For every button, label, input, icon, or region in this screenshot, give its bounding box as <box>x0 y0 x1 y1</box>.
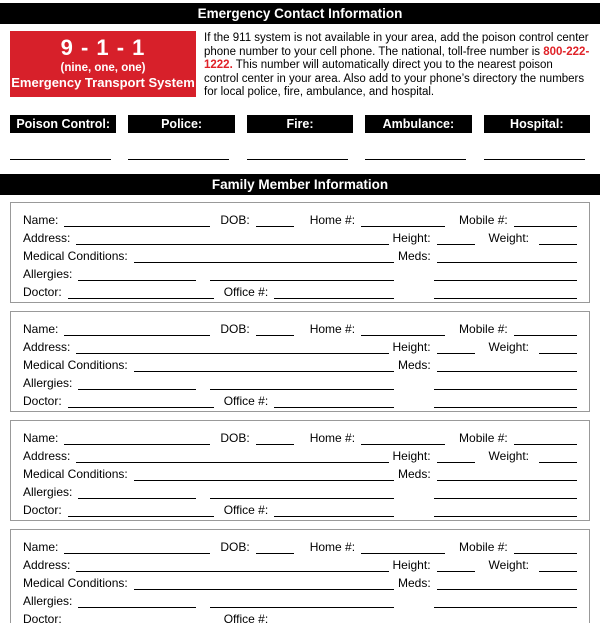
home-phone-label: Home #: <box>309 430 356 445</box>
allergies-row <box>23 263 577 281</box>
doctor-label: Doctor: <box>23 611 62 623</box>
name-label: Name: <box>23 539 59 554</box>
office-phone-blank-line <box>274 505 394 517</box>
meds-continuation-blank-line <box>434 596 577 608</box>
address-label: Address: <box>23 230 71 245</box>
address-blank-line <box>76 342 388 354</box>
allergies-row <box>23 481 577 499</box>
meds-continuation-blank-line-2 <box>434 287 577 299</box>
office-phone-label: Office #: <box>223 284 269 299</box>
height-label: Height: <box>392 230 431 245</box>
family-member-block <box>10 311 590 412</box>
height-label: Height: <box>392 557 431 572</box>
height-blank-line <box>437 233 475 245</box>
medical-conditions-row <box>23 245 577 263</box>
address-row <box>23 227 577 245</box>
medical-conditions-blank-line <box>134 578 394 590</box>
doctor-row <box>23 281 577 299</box>
weight-blank-line <box>539 451 577 463</box>
family-member-block <box>10 420 590 521</box>
home-phone-label: Home #: <box>309 539 356 554</box>
family-member-block <box>10 202 590 303</box>
mobile-phone-label: Mobile #: <box>459 212 508 227</box>
contact-blank-line <box>128 159 229 160</box>
allergies-label: Allergies: <box>23 266 73 281</box>
medical-conditions-row <box>23 354 577 372</box>
dob-blank-line <box>256 542 294 554</box>
name-label: Name: <box>23 430 59 445</box>
mobile-phone-blank-line <box>514 215 577 227</box>
medical-conditions-blank-line <box>134 251 394 263</box>
contact-blank-line <box>247 159 348 160</box>
contact-label-bar: Poison Control: <box>10 115 116 133</box>
meds-blank-line <box>437 251 577 263</box>
allergies-blank-line <box>78 596 196 608</box>
doctor-label: Doctor: <box>23 502 62 517</box>
family-section-bar <box>0 174 600 195</box>
allergies-label: Allergies: <box>23 375 73 390</box>
dob-blank-line <box>256 215 294 227</box>
name-blank-line <box>64 433 210 445</box>
name-blank-line <box>64 542 210 554</box>
home-phone-blank-line <box>361 433 445 445</box>
meds-blank-line <box>437 578 577 590</box>
mobile-phone-label: Mobile #: <box>459 321 508 336</box>
emergency-transport-caption: Emergency Transport System <box>11 74 195 90</box>
doctor-blank-line <box>68 614 214 623</box>
911-phonetic: (nine, one, one) <box>60 62 146 75</box>
medical-conditions-row <box>23 572 577 590</box>
home-phone-label: Home #: <box>309 212 356 227</box>
doctor-blank-line <box>68 287 214 299</box>
contact-label-bar: Ambulance: <box>365 115 471 133</box>
mobile-phone-blank-line <box>514 542 577 554</box>
dob-blank-line <box>256 324 294 336</box>
weight-blank-line <box>539 233 577 245</box>
address-blank-line <box>76 233 388 245</box>
office-phone-label: Office #: <box>223 611 269 623</box>
office-phone-label: Office #: <box>223 502 269 517</box>
allergies-row <box>23 372 577 390</box>
office-phone-blank-line <box>274 614 394 623</box>
family-section-title: Family Member Information <box>211 176 389 192</box>
meds-continuation-blank-line <box>434 269 577 281</box>
mobile-phone-blank-line <box>514 324 577 336</box>
dob-label: DOB: <box>220 321 250 336</box>
meds-blank-line <box>437 469 577 481</box>
height-label: Height: <box>392 448 431 463</box>
weight-label: Weight: <box>488 230 529 245</box>
page-title-bar <box>0 3 600 24</box>
address-blank-line <box>76 451 388 463</box>
doctor-blank-line <box>68 396 214 408</box>
name-row <box>23 209 577 227</box>
meds-continuation-blank-line-2 <box>434 505 577 517</box>
address-label: Address: <box>23 448 71 463</box>
instructions-text-before: If the 911 system is not available in your area, add the poison control center phone number to your cell phone. The national, toll-free number is <box>204 32 589 58</box>
home-phone-label: Home #: <box>309 321 356 336</box>
address-blank-line <box>76 560 388 572</box>
weight-label: Weight: <box>488 339 529 354</box>
911-number: 9 - 1 - 1 <box>60 35 146 61</box>
allergies-blank-line <box>78 378 196 390</box>
top-section <box>10 31 590 100</box>
contact-label-bar: Hospital: <box>484 115 590 133</box>
meds-continuation-blank-line <box>434 378 577 390</box>
address-label: Address: <box>23 339 71 354</box>
meds-continuation-blank-line-2 <box>434 396 577 408</box>
weight-blank-line <box>539 560 577 572</box>
instructions-text-after: This number will automatically direct you to the nearest poison control center in your area. Also add to your phone’s directory the numbers for local police, fire, ambulance, and hospital. <box>204 59 585 98</box>
meds-label: Meds: <box>398 248 431 263</box>
medical-conditions-label: Medical Conditions: <box>23 248 128 263</box>
height-blank-line <box>437 451 475 463</box>
contact-label-bar: Fire: <box>247 115 353 133</box>
contact-label-bar: Police: <box>128 115 234 133</box>
address-label: Address: <box>23 557 71 572</box>
allergies-blank-line-2 <box>210 269 394 281</box>
address-row <box>23 554 577 572</box>
address-row <box>23 445 577 463</box>
dob-blank-line <box>256 433 294 445</box>
contact-blank-line <box>10 159 111 160</box>
allergies-blank-line-2 <box>210 378 394 390</box>
mobile-phone-label: Mobile #: <box>459 539 508 554</box>
emergency-contacts-blank-row <box>10 159 590 160</box>
name-row <box>23 536 577 554</box>
allergies-blank-line <box>78 269 196 281</box>
doctor-row <box>23 499 577 517</box>
dob-label: DOB: <box>220 430 250 445</box>
allergies-blank-line <box>78 487 196 499</box>
name-row <box>23 318 577 336</box>
address-row <box>23 336 577 354</box>
family-member-block <box>10 529 590 623</box>
mobile-phone-blank-line <box>514 433 577 445</box>
medical-conditions-label: Medical Conditions: <box>23 466 128 481</box>
doctor-row <box>23 608 577 623</box>
allergies-label: Allergies: <box>23 593 73 608</box>
dob-label: DOB: <box>220 539 250 554</box>
name-row <box>23 427 577 445</box>
doctor-label: Doctor: <box>23 393 62 408</box>
medical-conditions-row <box>23 463 577 481</box>
office-phone-blank-line <box>274 396 394 408</box>
instructions-paragraph <box>204 31 590 100</box>
medical-conditions-label: Medical Conditions: <box>23 357 128 372</box>
height-label: Height: <box>392 339 431 354</box>
page-title: Emergency Contact Information <box>197 6 403 21</box>
meds-label: Meds: <box>398 466 431 481</box>
family-member-list <box>0 202 600 623</box>
allergies-row <box>23 590 577 608</box>
emergency-contacts-label-row <box>10 115 590 133</box>
office-phone-label: Office #: <box>223 393 269 408</box>
meds-blank-line <box>437 360 577 372</box>
height-blank-line <box>437 560 475 572</box>
medical-conditions-blank-line <box>134 469 394 481</box>
contact-blank-line <box>484 159 585 160</box>
meds-continuation-blank-line <box>434 487 577 499</box>
meds-continuation-blank-line-2 <box>434 614 577 623</box>
doctor-row <box>23 390 577 408</box>
name-blank-line <box>64 324 210 336</box>
weight-label: Weight: <box>488 557 529 572</box>
height-blank-line <box>437 342 475 354</box>
weight-blank-line <box>539 342 577 354</box>
medical-conditions-label: Medical Conditions: <box>23 575 128 590</box>
name-label: Name: <box>23 212 59 227</box>
name-label: Name: <box>23 321 59 336</box>
mobile-phone-label: Mobile #: <box>459 430 508 445</box>
doctor-blank-line <box>68 505 214 517</box>
contact-blank-line <box>365 159 466 160</box>
home-phone-blank-line <box>361 215 445 227</box>
poison-control-phone-number: 800-222-1222. <box>204 45 590 71</box>
home-phone-blank-line <box>361 324 445 336</box>
weight-label: Weight: <box>488 448 529 463</box>
medical-conditions-blank-line <box>134 360 394 372</box>
meds-label: Meds: <box>398 575 431 590</box>
911-emergency-box <box>10 31 196 97</box>
office-phone-blank-line <box>274 287 394 299</box>
doctor-label: Doctor: <box>23 284 62 299</box>
name-blank-line <box>64 215 210 227</box>
allergies-blank-line-2 <box>210 596 394 608</box>
dob-label: DOB: <box>220 212 250 227</box>
allergies-label: Allergies: <box>23 484 73 499</box>
allergies-blank-line-2 <box>210 487 394 499</box>
home-phone-blank-line <box>361 542 445 554</box>
meds-label: Meds: <box>398 357 431 372</box>
